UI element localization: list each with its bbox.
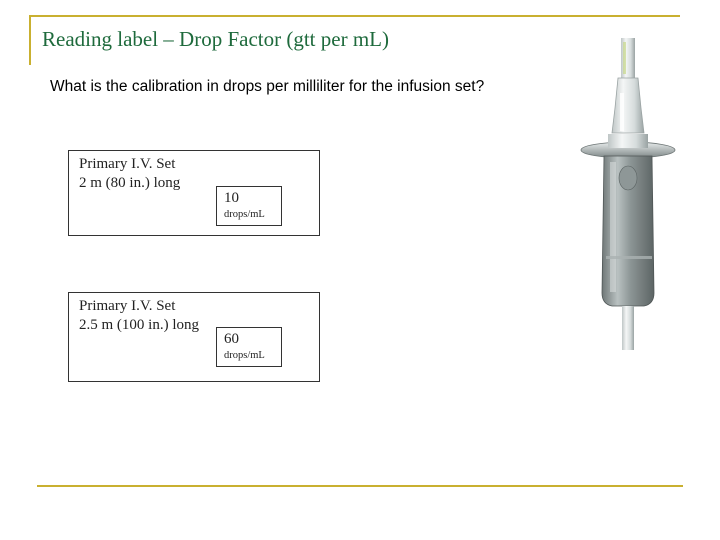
left-accent-rule [29,15,31,65]
top-accent-rule [29,15,680,17]
iv-set-label-1 [68,150,320,236]
iv-drip-chamber-icon [578,38,678,350]
label-2-length: 2.5 m (100 in.) long [79,317,199,333]
label-1-drop-factor: 10 [224,190,239,206]
label-2-drop-factor-box [216,327,282,367]
iv-set-label-2 [68,292,320,382]
label-2-unit: drops/mL [224,350,265,361]
label-1-length: 2 m (80 in.) long [79,175,181,191]
label-2-drop-factor: 60 [224,331,239,347]
question-text: What is the calibration in drops per milliliter for the infusion set? [50,78,485,95]
label-1-name: Primary I.V. Set [79,156,176,172]
slide-title: Reading label – Drop Factor (gtt per mL) [42,27,389,51]
label-2-name: Primary I.V. Set [79,298,176,314]
label-1-unit: drops/mL [224,209,265,220]
bottom-accent-rule [37,485,683,487]
label-1-drop-factor-box [216,186,282,226]
